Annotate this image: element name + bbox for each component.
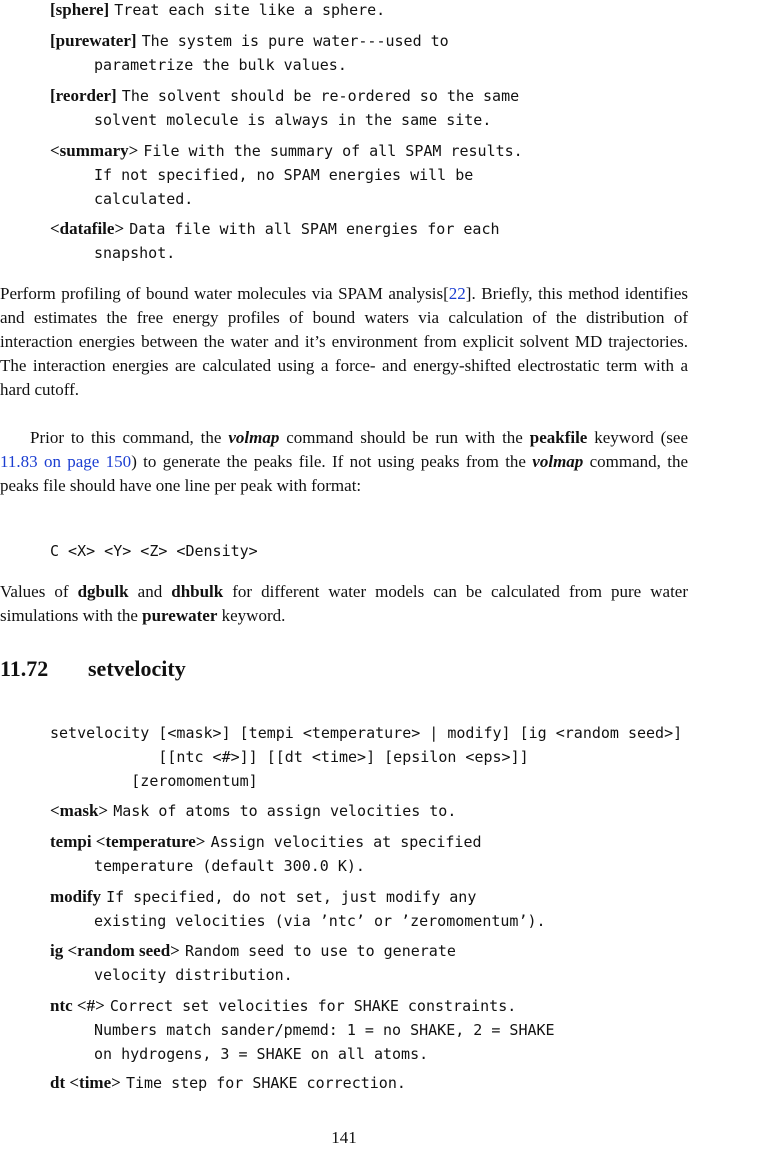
option-mask xyxy=(50,799,750,823)
syntax-line: setvelocity [<mask>] [tempi <temperature> | modify] [ig <random seed>] xyxy=(50,724,683,742)
option-purewater xyxy=(50,29,750,77)
section-title: setvelocity xyxy=(88,656,186,681)
option-desc: File with the summary of all SPAM results. xyxy=(143,142,523,160)
option-key: modify xyxy=(50,887,101,906)
option-desc: Data file with all SPAM energies for each xyxy=(129,220,500,238)
option-desc-cont: Numbers match sander/pmemd: 1 = no SHAKE, 2 = SHAKE xyxy=(94,1021,555,1039)
keyword: purewater xyxy=(142,606,218,625)
syntax-line: [[ntc <#>]] [[dt <time>] [epsilon <eps>]] xyxy=(50,748,529,766)
option-key: <summary> xyxy=(50,141,139,160)
option-desc-cont: on hydrogens, 3 = SHAKE on all atoms. xyxy=(94,1045,429,1063)
option-summary xyxy=(50,139,750,211)
option-desc-cont: temperature (default 300.0 K). xyxy=(94,857,365,875)
command-name: volmap xyxy=(532,452,584,471)
option-sphere xyxy=(50,0,750,22)
text: and xyxy=(128,582,172,601)
option-key: ig <random seed> xyxy=(50,941,180,960)
text: Values of xyxy=(0,582,78,601)
page-number: 141 xyxy=(331,1128,357,1147)
code-format-line: C <X> <Y> <Z> <Density> xyxy=(50,542,258,560)
text: keyword. xyxy=(217,606,286,625)
option-desc: The system is pure water---used to xyxy=(141,32,449,50)
text: Prior to this command, the xyxy=(30,428,229,447)
section-link[interactable]: 11.83 on page 150 xyxy=(0,452,132,471)
option-desc: The solvent should be re-ordered so the same xyxy=(121,87,520,105)
option-desc-cont: snapshot. xyxy=(94,244,176,262)
option-reorder xyxy=(50,84,750,132)
paragraph-description xyxy=(0,282,688,402)
option-ntc xyxy=(50,994,750,1066)
option-desc-cont: calculated. xyxy=(94,190,194,208)
text: Perform profiling of bound water molecules via SPAM analysis[ xyxy=(0,284,449,303)
option-desc-cont: velocity distribution. xyxy=(94,966,293,984)
text: keyword (see xyxy=(587,428,689,447)
option-desc-cont: solvent molecule is always in the same site. xyxy=(94,111,492,129)
section-heading xyxy=(0,656,186,682)
keyword: peakfile xyxy=(529,428,588,447)
option-key: <datafile> xyxy=(50,219,125,238)
option-key: [reorder] xyxy=(50,86,117,105)
option-key: dt <time> xyxy=(50,1073,121,1092)
option-key: [purewater] xyxy=(50,31,137,50)
citation-link[interactable]: 22 xyxy=(448,284,466,303)
text: command should be run with the xyxy=(279,428,530,447)
option-desc: Time step for SHAKE correction. xyxy=(125,1074,406,1092)
paragraph-values xyxy=(0,580,688,628)
option-tempi xyxy=(50,830,750,878)
keyword: dhbulk xyxy=(171,582,224,601)
option-key: ntc <#> xyxy=(50,996,105,1015)
option-modify xyxy=(50,885,750,933)
option-dt xyxy=(50,1071,750,1095)
option-key: tempi <temperature> xyxy=(50,832,206,851)
option-desc: If specified, do not set, just modify any xyxy=(106,888,477,906)
section-number: 11.72 xyxy=(0,656,49,681)
paragraph-prior xyxy=(0,426,688,498)
option-desc: Assign velocities at specified xyxy=(210,833,482,851)
keyword: dgbulk xyxy=(77,582,129,601)
text: for different water models can be calculated from pure water simulations with the xyxy=(0,582,689,625)
text: ) to generate the peaks file. If not using peaks from the xyxy=(131,452,533,471)
option-desc-cont: parametrize the bulk values. xyxy=(94,56,347,74)
option-desc-cont: If not specified, no SPAM energies will be xyxy=(94,166,474,184)
text: ]. Briefly, this method identifies and estimates the free energy profiles of bound waters via calculation of the distribution of interaction energies between the water and it’s environment from explicit solvent MD trajectories. The interaction energies are calculated using a force- and energy-shifted electrostatic term with a hard cutoff. xyxy=(0,284,688,399)
option-desc: Treat each site like a sphere. xyxy=(114,1,386,19)
text: command, the peaks file should have one line per peak with format: xyxy=(0,452,688,495)
option-key: [sphere] xyxy=(50,0,110,19)
option-desc: Correct set velocities for SHAKE constraints. xyxy=(109,997,517,1015)
option-desc: Random seed to use to generate xyxy=(184,942,456,960)
option-ig xyxy=(50,939,750,987)
option-key: <mask> xyxy=(50,801,109,820)
option-desc-cont: existing velocities (via ’ntc’ or ’zeromomentum’). xyxy=(94,912,546,930)
option-desc: Mask of atoms to assign velocities to. xyxy=(113,802,457,820)
option-datafile xyxy=(50,217,750,265)
syntax-line: [zeromomentum] xyxy=(50,772,258,790)
command-name: volmap xyxy=(228,428,280,447)
